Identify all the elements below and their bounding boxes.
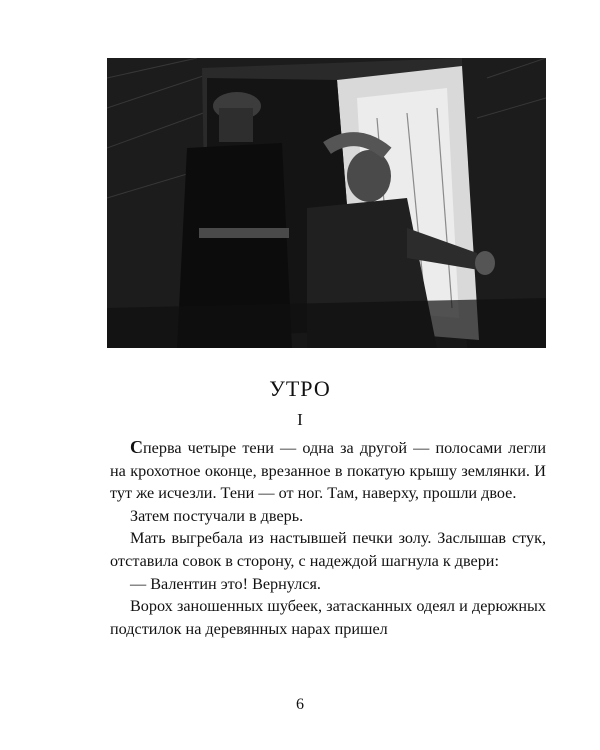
paragraph: Мать выгребала из настывшей печки золу. Заслышав стук, отставила совок в сторону, с надеждой шагнула к двери:	[110, 529, 546, 570]
body-text	[110, 436, 546, 640]
page-number: 6	[296, 696, 304, 713]
illustration-drawing	[107, 58, 546, 348]
paragraph-text: перва четыре тени — одна за другой — полосами легли на крохотное оконце, врезанное в покатую крышу землянки. И тут же исчезли. Тени — от ног. Там, наверху, прошли двое.	[110, 439, 546, 503]
chapter-number: I	[297, 410, 303, 429]
paragraph: Затем постучали в дверь.	[130, 506, 304, 525]
paragraph: Ворох заношенных шубеек, затасканных одеял и дерюжных подстилок на деревянных нарах пришел	[110, 597, 546, 638]
paragraph: — Валентин это! Вернулся.	[130, 574, 321, 593]
chapter-illustration	[107, 58, 546, 348]
paragraph	[110, 436, 546, 505]
chapter-title: УТРО	[269, 376, 331, 401]
dropcap-letter: С	[130, 437, 143, 457]
